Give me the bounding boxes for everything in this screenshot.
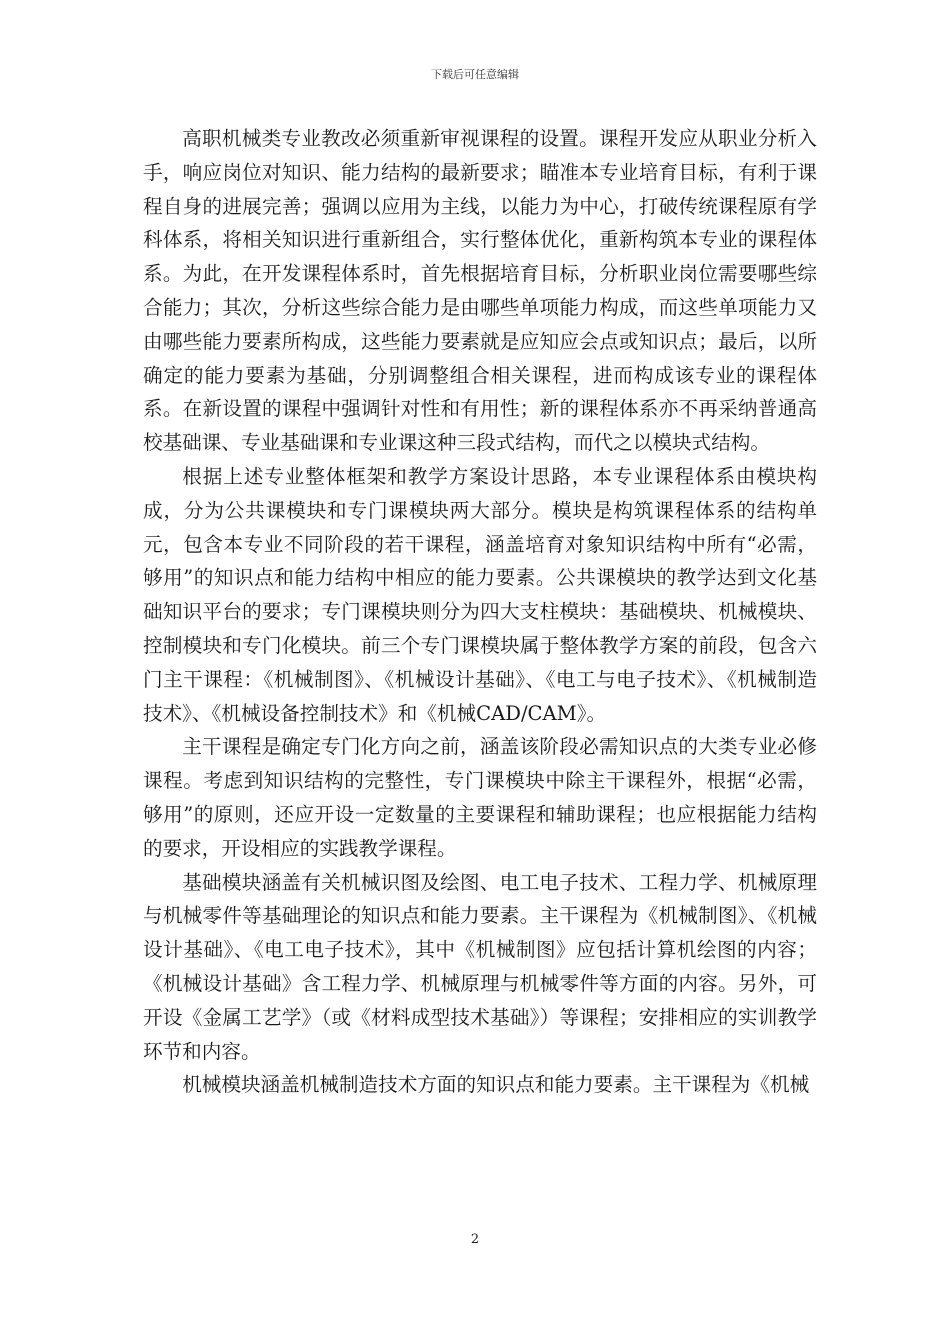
page-number: 2	[470, 1232, 480, 1247]
paragraph-curriculum-reform: 高职机械类专业教改必须重新审视课程的设置。课程开发应从职业分析入手，响应岗位对知识、能力结构的最新要求；瞄准本专业培育目标，有利于课程自身的进展完善；强调以应用为主线，以能力为中心，打破传统课程原有学科体系，将相关知识进行重新组合，实行整体优化，重新构筑本专业的课程体系。为此，在开发课程体系时，首先根据培育目标，分析职业岗位需要哪些综合能力；其次，分析这些综合能力是由哪些单项能力构成，而这些单项能力又由哪些能力要素所构成，这些能力要素就是应知应会点或知识点；最后，以所确定的能力要素为基础，分别调整组合相关课程，进而构成该专业的课程体系。在新设置的课程中强调针对性和有用性；新的课程体系亦不再采纳普通高校基础课、专业基础课和专业课这种三段式结构，而代之以模块式结构。	[143, 127, 817, 455]
document-body	[143, 122, 817, 1102]
paragraph-mechanical-module: 机械模块涵盖机械制造技术方面的知识点和能力要素。主干课程为《机械	[182, 1073, 810, 1097]
paragraph-module-structure: 根据上述专业整体框架和教学方案设计思路，本专业课程体系由模块构成，分为公共课模块和专门课模块两大部分。模块是构筑课程体系的结构单元，包含本专业不同阶段的若干课程，涵盖培育对象知识结构中所有“必需，够用”的知识点和能力结构中相应的能力要素。公共课模块的教学达到文化基础知识平台的要求；专门课模块则分为四大支柱模块：基础模块、机械模块、控制模块和专门化模块。前三个专门课模块属于整体教学方案的前段，包含六门主干课程：《机械制图》、《机械设计基础》、《电工与电子技术》、《机械制造技术》、《机械设备控制技术》和《机械CAD/CAM》。	[143, 464, 817, 725]
paragraph-core-courses: 主干课程是确定专门化方向之前，涵盖该阶段必需知识点的大类专业必修课程。考虑到知识结构的完整性，专门课模块中除主干课程外，根据“必需，够用”的原则，还应开设一定数量的主要课程和辅助课程；也应根据能力结构的要求，开设相应的实践教学课程。	[143, 735, 817, 860]
paragraph-basic-module: 基础模块涵盖有关机械识图及绘图、电工电子技术、工程力学、机械原理与机械零件等基础理论的知识点和能力要素。主干课程为《机械制图》、《机械设计基础》、《电工电子技术》，其中《机械制图》应包括计算机绘图的内容；《机械设计基础》含工程力学、机械原理与机械零件等方面的内容。另外，可开设《金属工艺学》（或《材料成型技术基础》）等课程；安排相应的实训教学环节和内容。	[143, 870, 817, 1063]
page-header: 下载后可任意编辑	[431, 68, 519, 81]
